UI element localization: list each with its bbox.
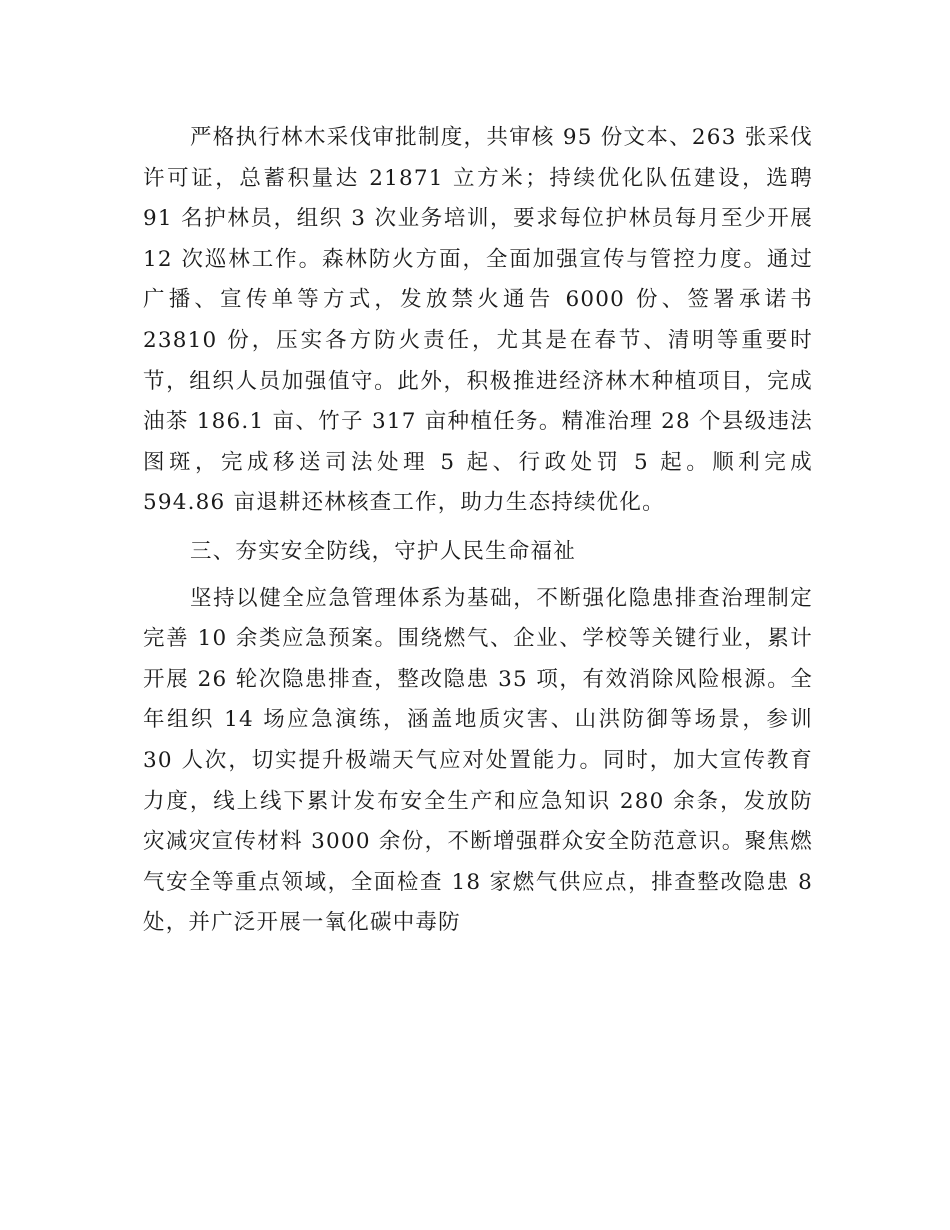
paragraph-forestry: 严格执行林木采伐审批制度，共审核 95 份文本、263 张采伐许可证，总蓄积量达 21871 立方米；持续优化队伍建设，选聘 91 名护林员，组织 3 次业务培训，要求每位护林员每月至少开展 12 次巡林工作。森林防火方面，全面加强宣传与管控力度。通过广播、宣传单等方式，发放禁火通告 6000 份、签署承诺书 23810 份，压实各方防火责任，尤其是在春节、清明等重要时节，组织人员加强值守。此外，积极推进经济林木种植项目，完成油茶 186.1 亩、竹子 317 亩种植任务。精准治理 28 个县级违法图斑，完成移送司法处理 5 起、行政处罚 5 起。顺利完成 594.86 亩退耕还林核查工作，助力生态持续优化。 <box>143 125 813 516</box>
section-heading-safety: 三、夯实安全防线，守护人民生命福祉 <box>190 538 576 564</box>
document-body <box>143 118 813 944</box>
paragraph-emergency-management: 坚持以健全应急管理体系为基础，不断强化隐患排查治理制定完善 10 余类应急预案。围绕燃气、企业、学校等关键行业，累计开展 26 轮次隐患排查，整改隐患 35 项，有效消除风险根源。全年组织 14 场应急演练，涵盖地质灾害、山洪防御等场景，参训 30 人次，切实提升极端天气应对处置能力。同时，加大宣传教育力度，线上线下累计发布安全生产和应急知识 280 余条，发放防灾减灾宣传材料 3000 余份，不断增强群众安全防范意识。聚焦燃气安全等重点领域，全面检查 18 家燃气供应点，排查整改隐患 8 处，并广泛开展一氧化碳中毒防 <box>143 585 813 936</box>
